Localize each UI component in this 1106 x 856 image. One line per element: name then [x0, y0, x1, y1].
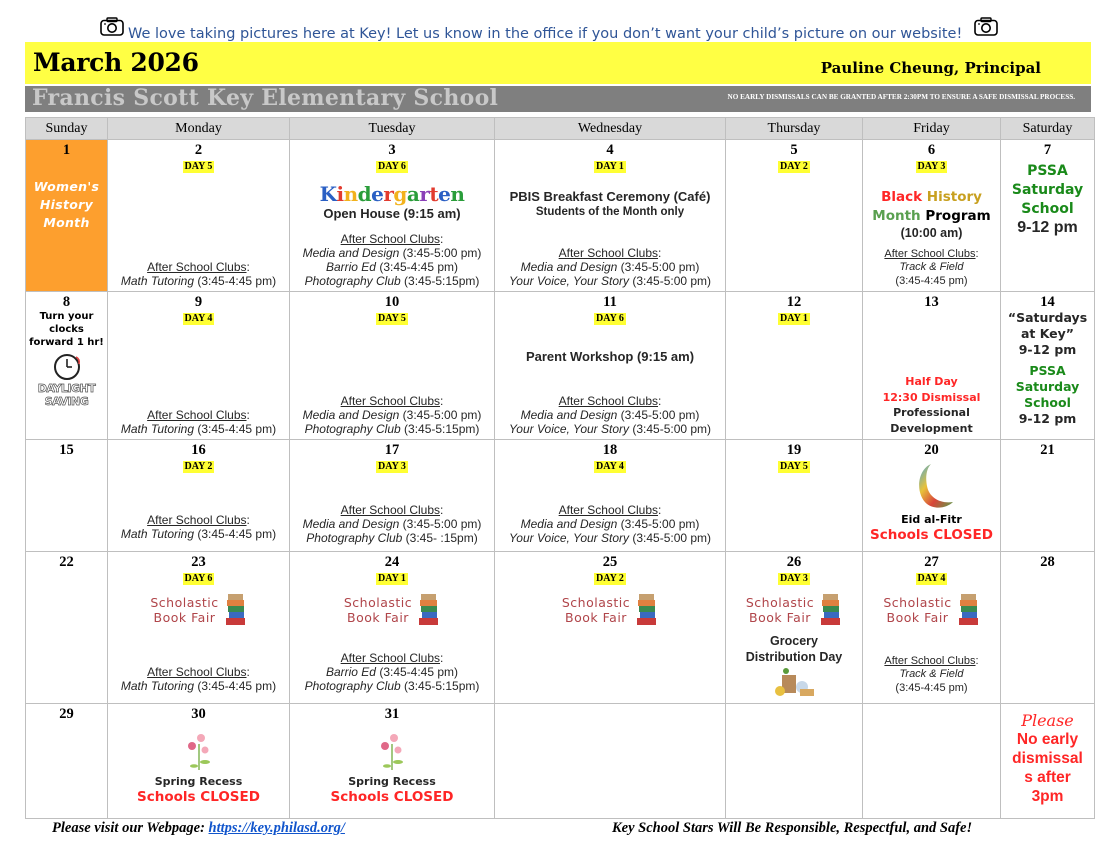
week-row — [26, 292, 1095, 440]
grocery-bag-icon — [772, 667, 816, 697]
date-number: 11 — [603, 294, 617, 310]
weekday-sunday: Sunday — [26, 118, 108, 140]
after-school-clubs: After School Clubs: Track & Field (3:45-4:45 pm) — [884, 654, 979, 694]
day-cell-22 — [26, 552, 108, 704]
scholastic-book-fair: Scholastic Book Fair — [726, 593, 862, 627]
book-stack-icon — [958, 593, 980, 627]
event-time: (10:00 am) — [900, 226, 963, 240]
scholastic-book-fair: Scholastic Book Fair — [863, 593, 1000, 627]
day-cell-19 — [726, 440, 863, 552]
cycle-day-badge: DAY 4 — [184, 313, 213, 324]
weekday-monday: Monday — [108, 118, 290, 140]
day-cell-26 — [726, 552, 863, 704]
day-cell-13 — [863, 292, 1001, 440]
date-number: 19 — [786, 442, 802, 458]
date-number: 25 — [602, 554, 618, 570]
date-number: 30 — [191, 706, 206, 722]
day-cell-14 — [1001, 292, 1095, 440]
school-motto: Key School Stars Will Be Responsible, Respectful, and Safe! — [612, 820, 973, 836]
event-parent-workshop: Parent Workshop (9:15 am) — [525, 349, 695, 364]
date-number: 20 — [924, 442, 939, 458]
flower-icon — [378, 730, 406, 772]
cycle-day-badge: DAY 3 — [917, 161, 946, 172]
clocks-forward-note: Turn your clocks forward 1 hr! — [29, 311, 104, 348]
cycle-day-badge: DAY 6 — [596, 313, 624, 324]
day-cell-20 — [863, 440, 1001, 552]
after-school-clubs: After School Clubs: Media and Design (3:45-5:00 pm) Photography Club (3:45-5:15pm) — [302, 394, 482, 436]
dismissal-policy-note: NO EARLY DISMISSALS CAN BE GRANTED AFTER 2:30PM TO ENSURE A SAFE DISMISSAL PROCESS. — [727, 93, 1075, 101]
event-pbis-breakfast: PBIS Breakfast Ceremony (Café) — [509, 189, 711, 204]
weekday-friday: Friday — [863, 118, 1001, 140]
after-school-clubs: After School Clubs: Media and Design (3:45-5:00 pm) Your Voice, Your Story (3:45-5:00 pm) — [508, 394, 712, 436]
empty-cell — [495, 704, 726, 819]
after-school-clubs: After School Clubs: Media and Design (3:45-5:00 pm) Your Voice, Your Story (3:45-5:00 pm) — [508, 503, 712, 545]
webpage-label: Please visit our Webpage: — [52, 820, 209, 836]
date-number: 1 — [62, 142, 71, 158]
day-cell-12 — [726, 292, 863, 440]
after-school-clubs: After School Clubs: Media and Design (3:45-5:00 pm) Photography Club (3:45- :15pm) — [302, 503, 482, 545]
day-cell-4 — [495, 140, 726, 292]
photo-notice-text: We love taking pictures here at Key! Let us know in the office if you don’t want your child’s picture on our website! — [128, 26, 963, 42]
empty-cell — [726, 704, 863, 819]
date-number: 18 — [602, 442, 618, 458]
cycle-day-badge: DAY 6 — [184, 573, 213, 584]
no-early-dismissal-note: No early dismissal s after 3pm — [1012, 731, 1083, 805]
principal-name: Pauline Cheung, Principal — [820, 59, 1041, 77]
weekday-saturday: Saturday — [1001, 118, 1095, 140]
week-row — [26, 552, 1095, 704]
date-number: 3 — [388, 142, 396, 158]
scholastic-book-fair: Scholastic Book Fair — [108, 593, 289, 627]
event-open-house: Open House (9:15 am) — [323, 206, 461, 221]
date-number: 5 — [790, 142, 798, 158]
weekday-tuesday: Tuesday — [290, 118, 495, 140]
daylight-saving-image: DAYLIGHT SAVING — [37, 382, 96, 408]
date-number: 7 — [1043, 142, 1052, 158]
cycle-day-badge: DAY 2 — [780, 161, 808, 172]
event-spring-recess: Spring Recess — [154, 775, 243, 788]
day-cell-29 — [26, 704, 108, 819]
date-number: 26 — [786, 554, 802, 570]
day-cell-1 — [26, 140, 108, 292]
pssa-saturday-school: PSSA Saturday School — [1011, 163, 1084, 217]
cycle-day-badge: DAY 1 — [596, 161, 624, 172]
cycle-day-badge: DAY 3 — [378, 461, 406, 472]
webpage-footer — [52, 820, 345, 837]
book-stack-icon — [636, 593, 658, 627]
event-time: 9-12 pm — [1017, 219, 1078, 236]
day-cell-21 — [1001, 440, 1095, 552]
day-cell-27 — [863, 552, 1001, 704]
date-number: 15 — [59, 442, 74, 458]
saturdays-at-key: “Saturdays at Key” 9-12 pm — [1007, 310, 1088, 357]
date-number: 4 — [606, 142, 614, 158]
date-number: 31 — [384, 706, 400, 722]
month-title: March 2026 — [33, 48, 199, 77]
cycle-day-badge: DAY 5 — [378, 313, 406, 324]
after-school-clubs: After School Clubs: Media and Design (3:45-5:00 pm) Barrio Ed (3:45-4:45 pm) Photography Club (3:45-5:15pm) — [302, 232, 482, 288]
camera-icon — [100, 17, 124, 36]
day-cell-8 — [26, 292, 108, 440]
day-cell-3 — [290, 140, 495, 292]
event-spring-recess: Spring Recess — [348, 775, 436, 788]
date-number: 29 — [59, 706, 74, 722]
after-school-clubs: After School Clubs: Barrio Ed (3:45-4:45 pm) Photography Club (3:45-5:15pm) — [304, 651, 480, 693]
date-number: 17 — [384, 442, 400, 458]
womens-history-month: Women's History Month — [33, 179, 100, 230]
calendar-grid — [25, 117, 1095, 819]
day-cell-11 — [495, 292, 726, 440]
day-cell-9 — [108, 292, 290, 440]
weekday-header-row — [26, 118, 1095, 140]
scholastic-book-fair: Scholastic Book Fair — [495, 593, 725, 627]
schools-closed-label: Schools CLOSED — [870, 526, 993, 543]
weekday-thursday: Thursday — [726, 118, 863, 140]
cycle-day-badge: DAY 4 — [917, 573, 946, 584]
school-band — [25, 86, 1091, 112]
day-cell-31 — [290, 704, 495, 819]
cycle-day-badge: DAY 5 — [184, 161, 213, 172]
after-school-clubs: After School Clubs: Math Tutoring (3:45-4:45 pm) — [120, 260, 277, 288]
empty-cell — [863, 704, 1001, 819]
after-school-clubs: After School Clubs: Math Tutoring (3:45-4:45 pm) — [120, 665, 277, 693]
date-number: 2 — [194, 142, 203, 158]
title-band — [25, 42, 1091, 84]
day-cell-30 — [108, 704, 290, 819]
day-cell-2 — [108, 140, 290, 292]
date-number: 10 — [384, 294, 400, 310]
crescent-moon-icon — [909, 462, 955, 510]
schools-closed-label: Schools CLOSED — [330, 788, 454, 805]
date-number: 24 — [384, 554, 400, 570]
weekday-wednesday: Wednesday — [495, 118, 726, 140]
day-cell-6 — [863, 140, 1001, 292]
flower-icon — [185, 730, 213, 772]
please-label: Please — [1021, 711, 1074, 730]
day-cell-5 — [726, 140, 863, 292]
date-number: 16 — [191, 442, 206, 458]
day-cell-25 — [495, 552, 726, 704]
cycle-day-badge: DAY 1 — [780, 313, 808, 324]
after-school-clubs: After School Clubs: Track & Field (3:45-4:45 pm) — [884, 247, 979, 287]
date-number: 22 — [59, 554, 74, 570]
week-row — [26, 704, 1095, 819]
date-number: 8 — [62, 294, 71, 310]
date-number: 21 — [1040, 442, 1055, 458]
pssa-saturday-school: PSSA Saturday School — [1015, 363, 1080, 410]
after-school-clubs: After School Clubs: Math Tutoring (3:45-4:45 pm) — [120, 408, 277, 436]
after-school-clubs: After School Clubs: Math Tutoring (3:45-4:45 pm) — [120, 513, 277, 541]
event-eid-al-fitr: Eid al-Fitr — [901, 513, 962, 526]
clock-icon — [52, 352, 82, 382]
book-stack-icon — [418, 593, 440, 627]
cycle-day-badge: DAY 1 — [378, 573, 406, 584]
date-number: 9 — [194, 294, 203, 310]
day-cell-10 — [290, 292, 495, 440]
cycle-day-badge: DAY 2 — [596, 573, 624, 584]
cycle-day-badge: DAY 6 — [378, 161, 406, 172]
schools-closed-label: Schools CLOSED — [137, 788, 260, 805]
day-cell-23 — [108, 552, 290, 704]
date-number: 14 — [1040, 294, 1055, 310]
camera-icon — [974, 17, 998, 36]
event-note: Students of the Month only — [535, 206, 685, 219]
cycle-day-badge: DAY 4 — [596, 461, 624, 472]
event-grocery-distribution: Grocery Distribution Day — [745, 634, 843, 664]
photo-notice — [100, 12, 998, 42]
book-stack-icon — [820, 593, 842, 627]
day-cell-15 — [26, 440, 108, 552]
day-cell-28 — [1001, 552, 1095, 704]
after-school-clubs: After School Clubs: Media and Design (3:45-5:00 pm) Your Voice, Your Story (3:45-5:00 pm) — [508, 246, 712, 288]
day-cell-7 — [1001, 140, 1095, 292]
scholastic-book-fair: Scholastic Book Fair — [290, 593, 494, 627]
webpage-link[interactable]: https://key.philasd.org/ — [208, 820, 345, 836]
cycle-day-badge: DAY 3 — [780, 573, 808, 584]
date-number: 13 — [924, 294, 939, 310]
school-name: Francis Scott Key Elementary School — [32, 85, 499, 111]
date-number: 27 — [924, 554, 939, 570]
week-row — [26, 440, 1095, 552]
date-number: 6 — [927, 142, 936, 158]
date-number: 12 — [786, 294, 802, 310]
date-number: 23 — [191, 554, 206, 570]
week-row — [26, 140, 1095, 292]
event-black-history-program: Black History Month Program — [872, 189, 991, 224]
day-cell-24 — [290, 552, 495, 704]
book-stack-icon — [225, 593, 247, 627]
day-cell-16 — [108, 440, 290, 552]
no-early-dismissal-cell — [1001, 704, 1095, 819]
day-cell-17 — [290, 440, 495, 552]
day-cell-18 — [495, 440, 726, 552]
half-day-notice: Half Day 12:30 Dismissal Professional Development — [882, 375, 981, 435]
cycle-day-badge: DAY 2 — [184, 461, 213, 472]
event-time: 9-12 pm — [1018, 411, 1077, 426]
kindergarten-logo: Kindergarten — [319, 182, 465, 206]
date-number: 28 — [1040, 554, 1055, 570]
cycle-day-badge: DAY 5 — [780, 461, 808, 472]
